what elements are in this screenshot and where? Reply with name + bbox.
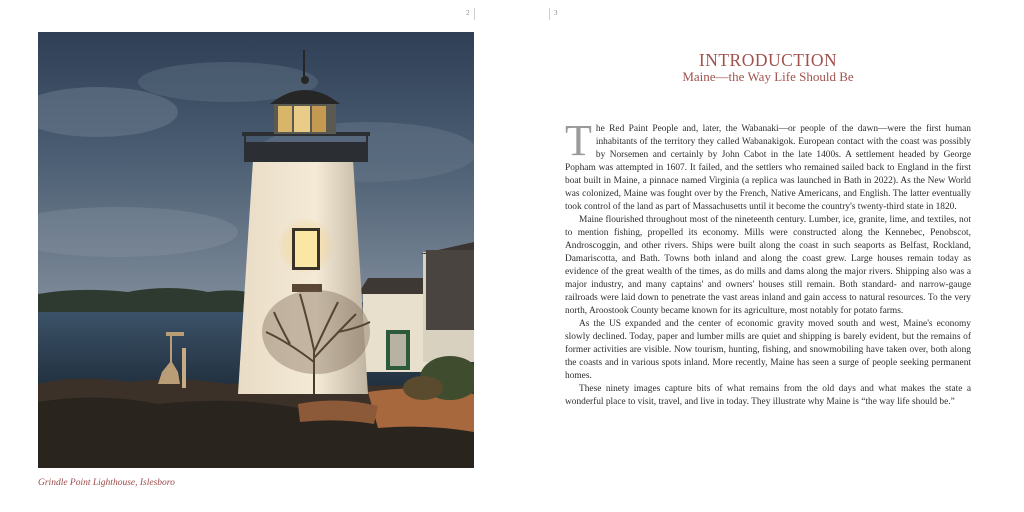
chapter-subtitle: Maine—the Way Life Should Be [682,69,854,84]
page-number-left: 2 [466,9,470,17]
paragraph-text: he Red Paint People and, later, the Wabanaki—or people of the dawn—were the first human inhabitants of the territory they called Wabanakigok. European contact with the coast was possibly by Norsemen and certainly by John Cabot in the late 1400s. A settlement headed by George Popham was attempted in 1607. It failed, and the settlers who remained sailed back to England in the first boat built in Maine, a pinnace named Virginia (a replica was launched in Bath in 2022). As the New World was colonized, Maine was fought over by the French, Native Americans, and English. The latter eventually took control of the land as part of Massachusetts until it become the country's twenty-third state in 1820. [565,124,971,212]
page-divider-mark [549,8,550,20]
photo-caption: Grindle Point Lighthouse, Islesboro [38,478,175,488]
paragraph: As the US expanded and the center of economic gravity moved south and west, Maine's economy slowly declined. Today, paper and lumber mills are quiet and shipping is barely evident, but the remains of former activities are visible. Now tourism, hunting, fishing, and snowmobiling have taken over, both along the coasts and in various spots inland. More recently, Maine has seen a surge of people seeking permanent homes. [565,319,971,381]
paragraph [565,116,971,214]
chapter-title: INTRODUCTION [698,50,838,70]
drop-cap: T [565,116,592,165]
page-number-right: 3 [554,9,558,17]
paragraph: Maine flourished throughout most of the nineteenth century. Lumber, ice, granite, lime, and textiles, not to mention fishing, propelled its economy. Mills were constructed along the Kennebec, Penobscot, Androscoggin, and other rivers. Ships were built along the coast in such seaports as Belfast, Rockland, Damariscotta, and Bath. Towns both inland and along the coast grew. Large houses remain today as evidence of the great wealth of the times, as do mills and dams along the major rivers. Shipping also was a major industry, and many captains' and owners' houses still remain. Both standard- and narrow-gauge railroads were laid down to penetrate the vast areas inland and gain access to natural resources. To the very north, Aroostook County became known for its agriculture, most notably for potato farms. [565,215,971,316]
page-divider-mark [474,8,475,20]
lighthouse-photo [38,32,474,468]
right-page [512,0,1024,512]
paragraph: These ninety images capture bits of what remains from the old days and what makes the state a wonderful place to visit, travel, and live in today. They illustrate why Maine is “the way life should be.” [565,384,971,407]
body-text [565,116,971,409]
